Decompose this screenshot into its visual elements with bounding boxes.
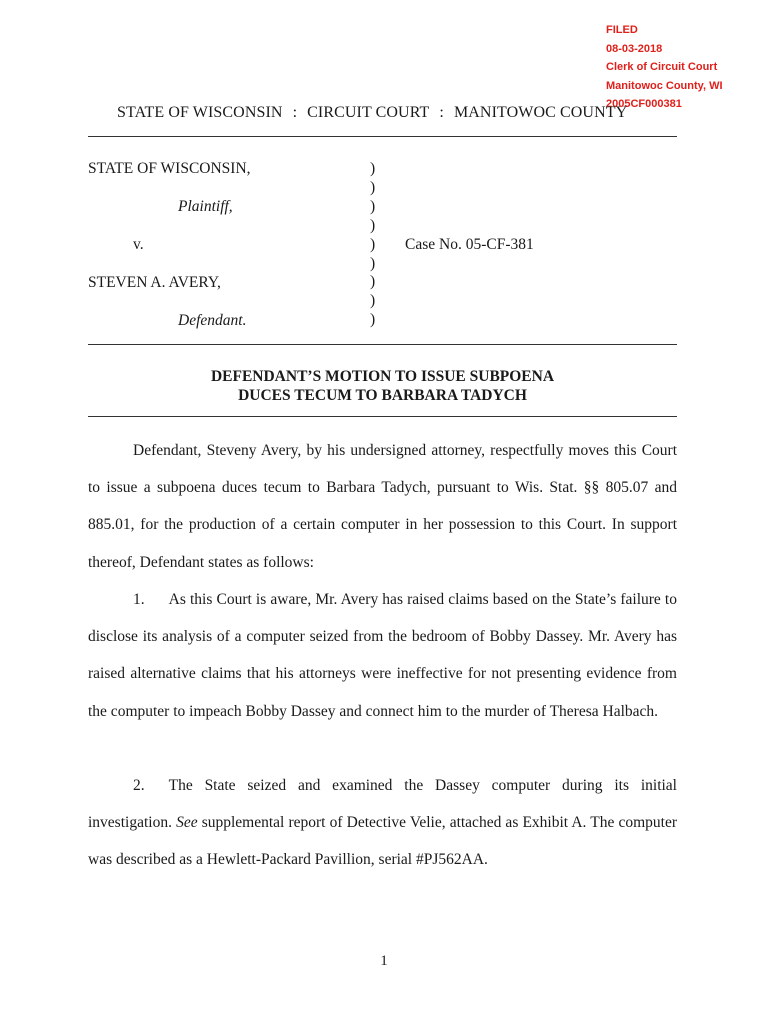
caption-county: MANITOWOC COUNTY [453,104,628,121]
paragraph-number: 2. [133,777,145,794]
divider [88,344,677,345]
divider [88,416,677,417]
motion-title-line: DUCES TECUM TO BARBARA TADYCH [238,387,527,404]
defendant-role: Defendant. [178,312,247,329]
caption-state: STATE OF WISCONSIN [117,104,283,121]
court-caption [117,104,627,122]
motion-title-line: DEFENDANT’S MOTION TO ISSUE SUBPOENA [210,368,555,385]
versus: v. [133,236,144,253]
caption-parentheses: ) ) ) ) ) ) ) ) ) [370,160,376,329]
caption-separator: : [439,104,444,121]
paragraph-1 [88,581,677,730]
paragraph-text: supplemental report of Detective Velie, attached as Exhibit A. The computer was described as a Hewlett-Packard Pavillion, serial #PJ562AA. [88,814,678,869]
intro-paragraph: Defendant, Steveny Avery, by his undersigned attorney, respectfully moves this Court to issue a subpoena duces tecum to Barbara Tadych, pursuant to Wis. Stat. §§ 805.07 and 885.01, for the production of a certain computer in her possession to this Court. In support thereof, Defendant states as follows: [88,442,677,571]
stamp-line-county: Manitowoc County, WI [606,79,723,92]
paragraph-2 [88,767,677,879]
divider [88,136,677,137]
defendant-name: STEVEN A. AVERY, [88,274,221,291]
stamp-line-clerk: Clerk of Circuit Court [606,61,718,73]
plaintiff-name: STATE OF WISCONSIN, [88,160,251,177]
paragraph-text: As this Court is aware, Mr. Avery has raised claims based on the State’s failure to disclose its analysis of a computer seized from the bedroom of Bobby Dassey. Mr. Avery has raised alternative claims that his attorneys were ineffective for not presenting evidence from the computer to impeach Bobby Dassey and connect him to the murder of Theresa Halbach. [88,591,677,720]
motion-title [88,367,677,405]
plaintiff-role: Plaintiff, [178,198,233,215]
paragraph-text: The State seized and examined the Dassey computer during its initial investigation. [88,777,677,832]
stamp-line-case: 2005CF000381 [606,98,682,110]
stamp-line-date: 08-03-2018 [606,42,663,55]
caption-court: CIRCUIT COURT [307,104,430,121]
filing-stamp [606,21,723,114]
see-signal: See [176,814,198,832]
case-number: Case No. 05-CF-381 [405,236,534,253]
caption-separator: : [292,104,298,121]
page-number: 1 [380,953,388,969]
paragraph-number: 1. [133,591,145,608]
stamp-line-filed: FILED [606,24,638,36]
